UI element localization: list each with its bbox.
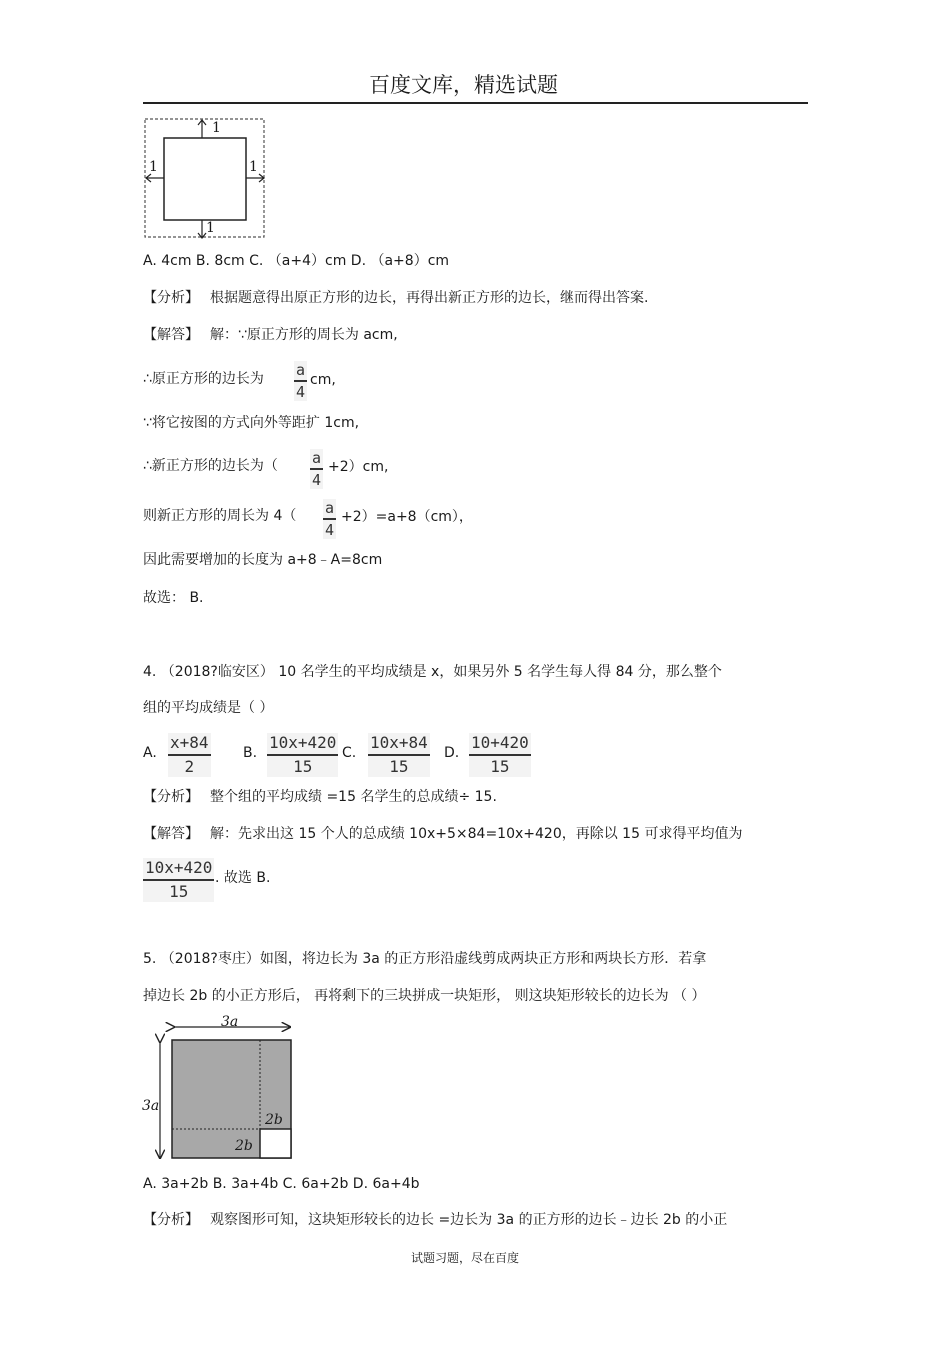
q4-option-c-fraction bbox=[368, 733, 430, 777]
figure-label-left: 1 bbox=[149, 159, 158, 175]
q5-analysis-tag: 【分析】 bbox=[143, 1212, 199, 1228]
cut-square-figure bbox=[140, 1012, 300, 1164]
q4-option-d-fraction bbox=[469, 733, 531, 777]
q3-line2-pre: ∴原正方形的边长为 bbox=[143, 371, 264, 387]
figure-label-2b-right: 2b bbox=[265, 1112, 283, 1128]
fraction-numerator: a bbox=[296, 361, 306, 379]
fraction-a-over-4 bbox=[310, 449, 323, 489]
fraction-denominator: 4 bbox=[325, 520, 335, 539]
fraction-numerator: a bbox=[325, 499, 335, 517]
q3-line3: ∵将它按图的方式向外等距扩 1cm, bbox=[143, 415, 360, 431]
header-rule bbox=[143, 102, 808, 104]
fraction-denominator: 2 bbox=[184, 756, 195, 776]
fraction-denominator: 15 bbox=[389, 756, 409, 776]
q3-line2-post: cm, bbox=[310, 372, 336, 388]
q4-stem-line2: 组的平均成绩是（ ） bbox=[143, 700, 274, 716]
q3-analysis: 根据题意得出原正方形的边长，再得出新正方形的边长，继而得出答案. bbox=[210, 290, 649, 306]
q3-options: A. 4cm B. 8cm C. （a+4）cm D. （a+8）cm bbox=[143, 253, 450, 269]
q4-option-c-label: C. bbox=[342, 745, 357, 761]
q4-analysis-tag: 【分析】 bbox=[143, 789, 199, 805]
figure-label-bottom: 1 bbox=[206, 220, 215, 236]
q3-line5-pre: 则新正方形的周长为 4（ bbox=[143, 508, 297, 524]
q4-stem-line1: 4. （2018?临安区） 10 名学生的平均成绩是 x，如果另外 5 名学生每人得 84 分，那么整个 bbox=[143, 664, 722, 680]
q3-line6: 因此需要增加的长度为 a+8﹣A=8cm bbox=[143, 552, 383, 568]
fraction-denominator: 4 bbox=[312, 470, 322, 489]
figure-label-2b-bottom: 2b bbox=[235, 1138, 253, 1154]
q3-analysis-tag: 【分析】 bbox=[143, 290, 199, 306]
figure-label-top: 1 bbox=[212, 120, 221, 136]
q4-option-d-label: D. bbox=[444, 745, 460, 761]
q5-stem-line2: 掉边长 2b 的小正方形后， 再将剩下的三块拼成一块矩形， 则这块矩形较长的边长为 （ ） bbox=[143, 988, 706, 1004]
q4-solution-tag: 【解答】 bbox=[143, 826, 199, 842]
expanded-square-figure bbox=[140, 114, 270, 244]
fraction-a-over-4 bbox=[294, 361, 307, 401]
q4-solution-end: . 故选 B. bbox=[215, 870, 271, 886]
q3-solution-line1: 解：∵原正方形的周长为 acm, bbox=[210, 327, 398, 343]
q4-option-a-label: A. bbox=[143, 745, 157, 761]
q3-answer: 故选： B. bbox=[143, 590, 204, 606]
q3-solution-tag: 【解答】 bbox=[143, 327, 199, 343]
q3-line4-post: +2）cm, bbox=[328, 459, 389, 475]
page-footer: 试题习题，尽在百度 bbox=[411, 1251, 520, 1265]
q5-options: A. 3a+2b B. 3a+4b C. 6a+2b D. 6a+4b bbox=[143, 1176, 420, 1192]
q4-option-b-fraction bbox=[267, 733, 338, 777]
q3-line4-pre: ∴新正方形的边长为（ bbox=[143, 458, 278, 474]
q4-solution-fraction bbox=[143, 858, 214, 902]
fraction-numerator: a bbox=[312, 449, 322, 467]
q4-solution: 解：先求出这 15 个人的总成绩 10x+5×84=10x+420，再除以 15 可求得平均值为 bbox=[210, 826, 743, 842]
fraction-numerator: 10x+84 bbox=[370, 733, 428, 752]
q4-option-b-label: B. bbox=[243, 745, 258, 761]
q4-analysis: 整个组的平均成绩 =15 名学生的总成绩÷ 15. bbox=[210, 789, 497, 805]
fraction-numerator: 10x+420 bbox=[269, 733, 337, 752]
fraction-denominator: 15 bbox=[293, 756, 313, 776]
fraction-numerator: x+84 bbox=[170, 733, 209, 752]
q3-line5-post: +2）=a+8（cm）， bbox=[341, 509, 473, 525]
fraction-denominator: 15 bbox=[490, 756, 510, 776]
fraction-a-over-4 bbox=[323, 499, 336, 539]
figure-label-top-3a: 3a bbox=[221, 1014, 239, 1030]
figure-label-left-3a: 3a bbox=[142, 1098, 160, 1114]
fraction-denominator: 15 bbox=[169, 881, 189, 901]
q5-analysis: 观察图形可知，这块矩形较长的边长 =边长为 3a 的正方形的边长﹣边长 2b 的小正 bbox=[210, 1212, 728, 1228]
fraction-denominator: 4 bbox=[296, 382, 306, 401]
page-title: 百度文库，精选试题 bbox=[369, 73, 558, 97]
figure-label-right: 1 bbox=[249, 159, 258, 175]
fraction-numerator: 10x+420 bbox=[145, 858, 213, 877]
q5-stem-line1: 5. （2018?枣庄）如图，将边长为 3a 的正方形沿虚线剪成两块正方形和两块长方形．若拿 bbox=[143, 951, 707, 967]
q4-option-a-fraction bbox=[168, 733, 211, 777]
fraction-numerator: 10+420 bbox=[471, 733, 529, 752]
